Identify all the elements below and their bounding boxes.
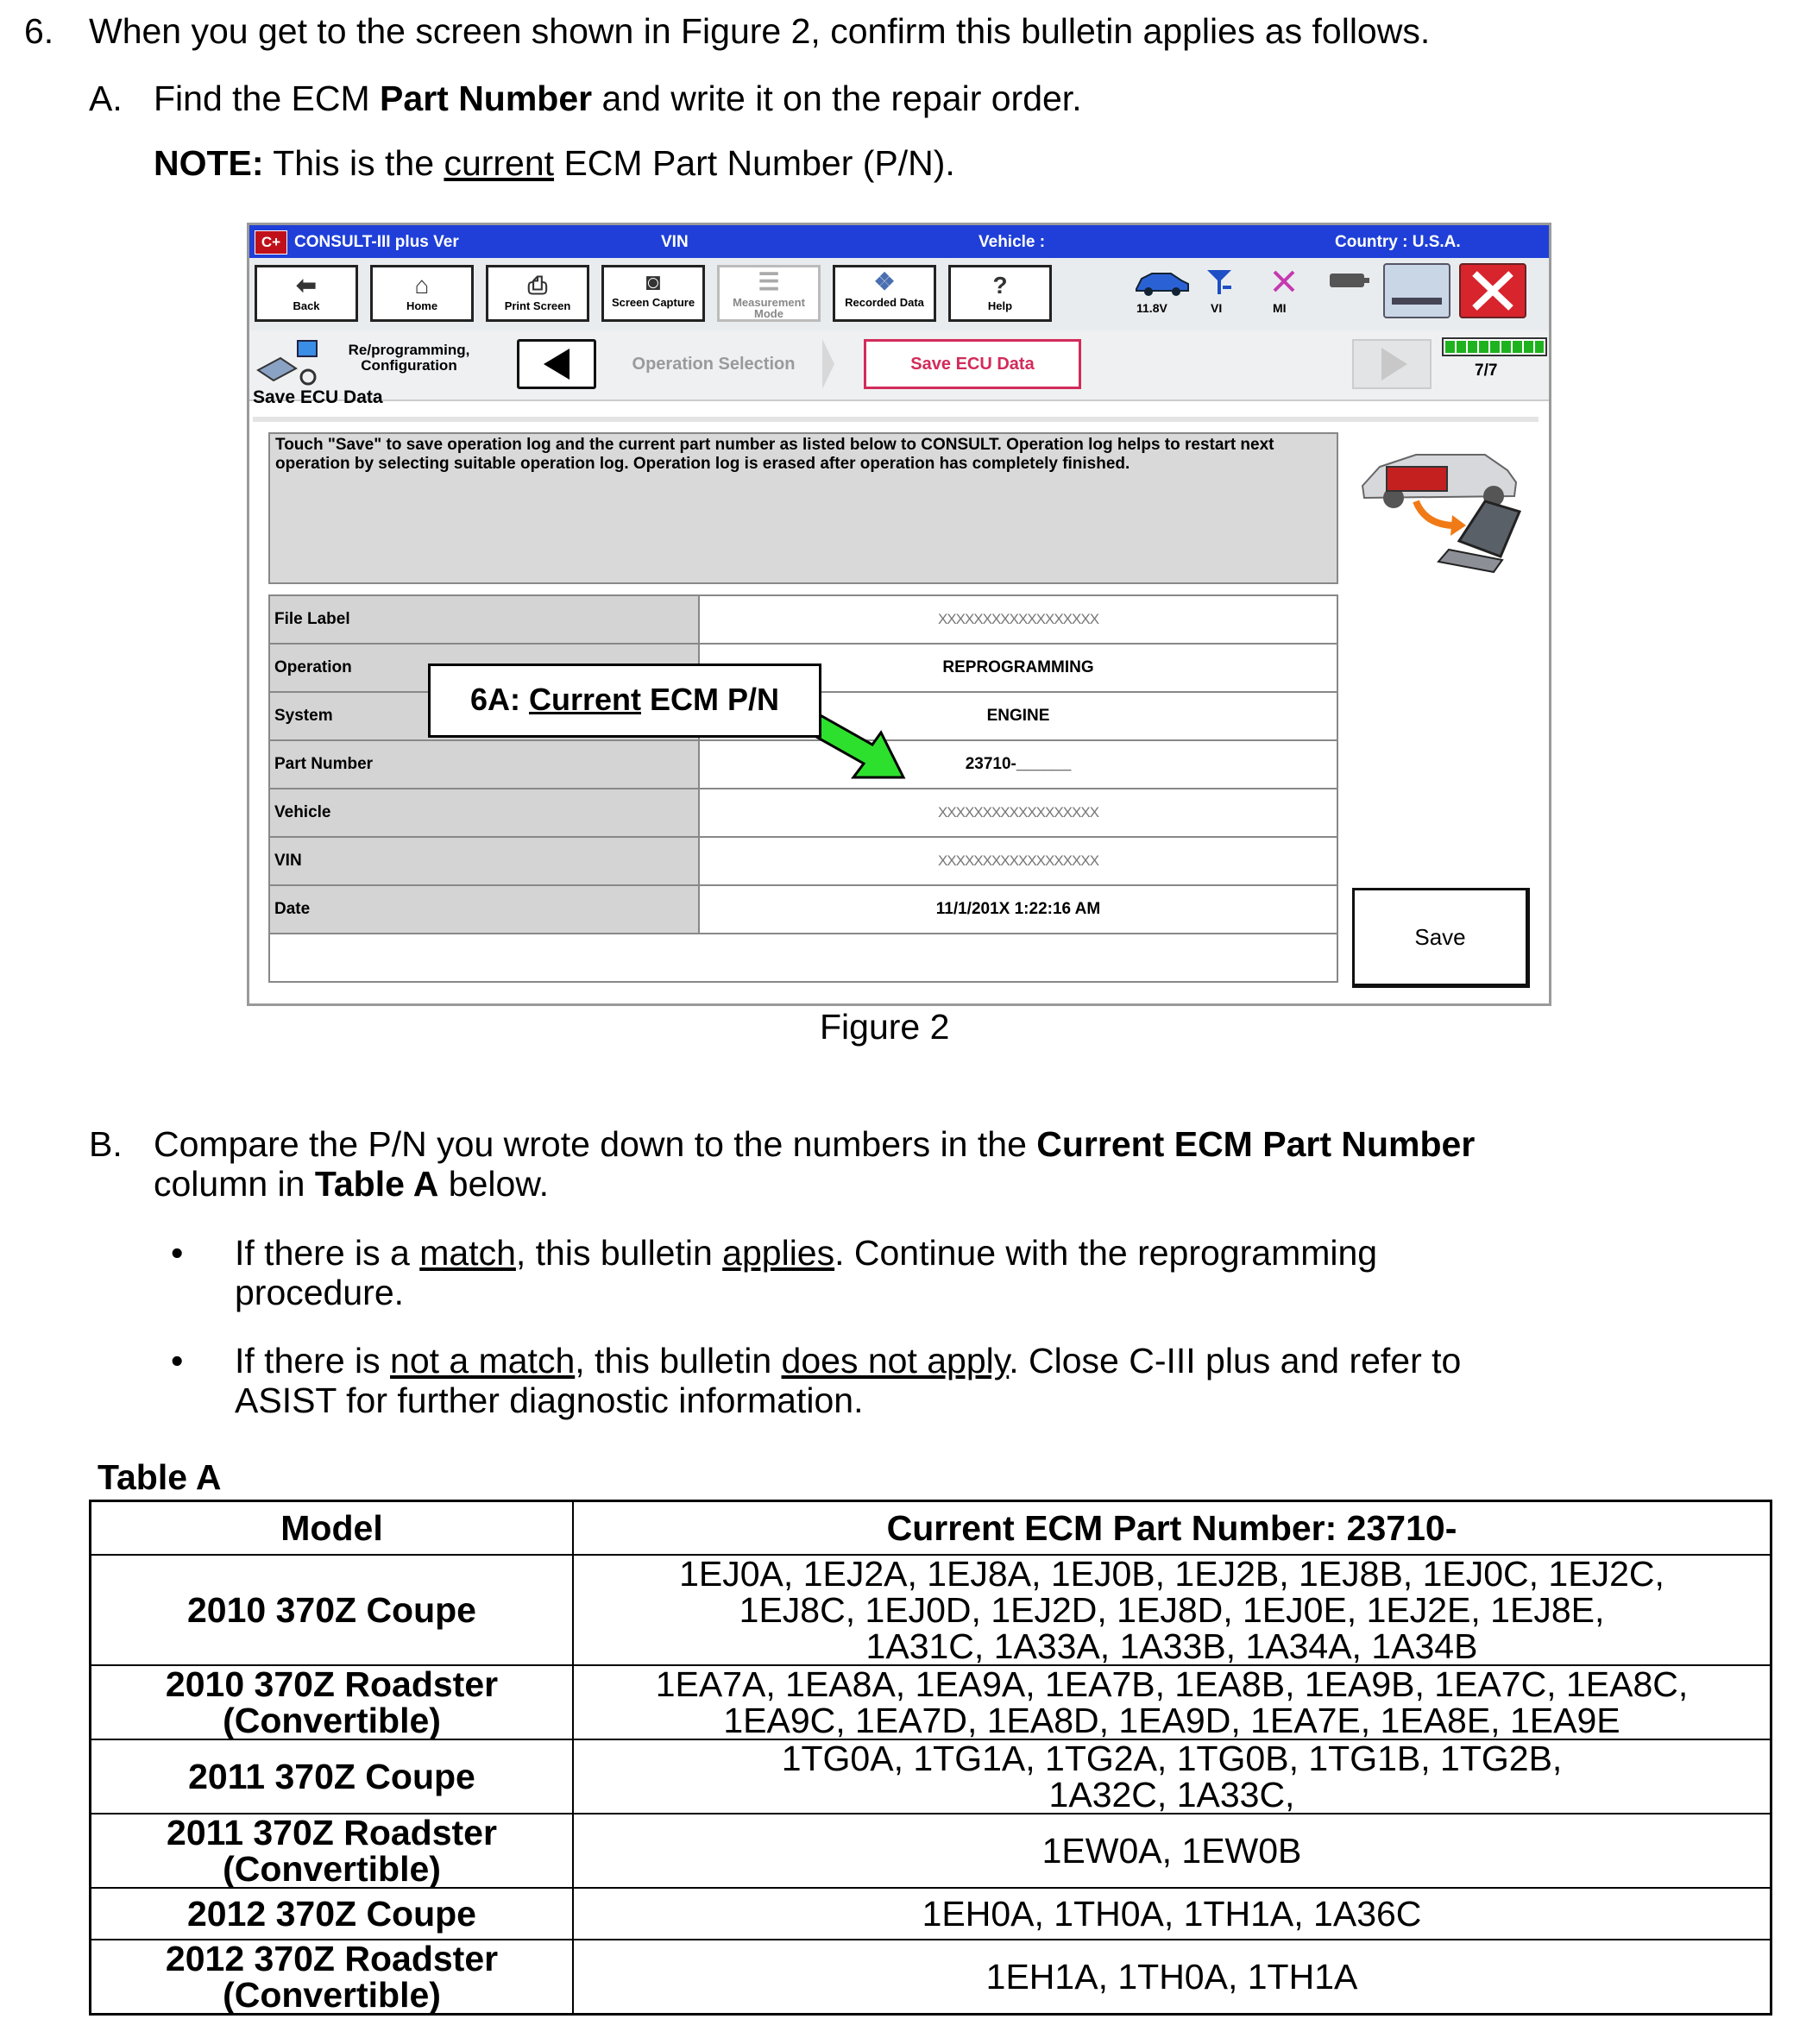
grid-label: Part Number [269, 740, 699, 789]
step-b-line1 [154, 1123, 1475, 1165]
pn-line: 1EA7A, 1EA8A, 1EA9A, 1EA7B, 1EA8B, 1EA9B, 1EA7C, 1EA8C, [655, 1664, 1689, 1704]
car-to-laptop-illustration [1356, 429, 1528, 575]
step-a-bold: Part Number [380, 79, 593, 118]
model-line: 2011 370Z Roadster [167, 1813, 497, 1852]
grid-label: Operation [269, 644, 699, 692]
consult-nav-bar [249, 330, 1549, 401]
grid-value: REPROGRAMMING [699, 644, 1337, 692]
table-row [269, 885, 1337, 934]
table-row [91, 1555, 1771, 1665]
back-button[interactable] [255, 265, 358, 322]
model-cell [91, 1665, 574, 1739]
ecu-data-grid [268, 594, 1338, 983]
home-icon: ⌂ [414, 272, 430, 299]
part-numbers-cell [573, 1940, 1771, 2015]
pn-line: 1A32C, 1A33C, [1048, 1775, 1295, 1814]
voltage-readout: 11.8V [1136, 301, 1167, 315]
step-a-post: and write it on the repair order. [592, 79, 1082, 118]
grid-label: System [269, 692, 699, 740]
grid-value: XXXXXXXXXXXXXXXXXX [699, 789, 1337, 837]
bullet-text: . Close C-III plus and refer to [1009, 1341, 1462, 1380]
recorded-data-button[interactable] [833, 265, 936, 322]
model-line: 2012 370Z Roadster [165, 1939, 499, 1978]
bullet-text: , this bulletin [515, 1233, 723, 1273]
step-a-text [154, 78, 1082, 119]
pn-line: 1EJ8C, 1EJ0D, 1EJ2D, 1EJ8D, 1EJ0E, 1EJ2E, 1EJ8E, [739, 1590, 1605, 1630]
bullet-no-match-line2: ASIST for further diagnostic information. [235, 1380, 864, 1420]
pn-line: 1EH0A, 1TH0A, 1TH1A, 1A36C [922, 1894, 1422, 1934]
part-numbers-cell [573, 1888, 1771, 1940]
table-a-caption: Table A [98, 1457, 222, 1497]
grid-value: 11/1/201X 1:22:16 AM [699, 885, 1337, 934]
vi-label: VI [1211, 301, 1223, 315]
model-cell [91, 1814, 574, 1888]
note-post: ECM Part Number (P/N). [554, 143, 955, 183]
header-part-number: Current ECM Part Number: 23710- [573, 1501, 1771, 1556]
grid-value: ENGINE [699, 692, 1337, 740]
bullet-text: If there is a [235, 1233, 420, 1273]
part-numbers-cell [573, 1665, 1771, 1739]
step-b-letter: B. [89, 1124, 123, 1164]
note [154, 142, 955, 184]
model-cell [91, 1940, 574, 2015]
consult-logo: C+ [255, 230, 287, 255]
minimize-icon [1385, 265, 1449, 317]
bullet-underlined: match [419, 1233, 516, 1273]
close-icon [1461, 265, 1525, 317]
table-row [91, 1940, 1771, 2015]
pn-line: 1TG0A, 1TG1A, 1TG2A, 1TG0B, 1TG1B, 1TG2B, [781, 1739, 1563, 1778]
pn-line: 1EJ0A, 1EJ2A, 1EJ8A, 1EJ0B, 1EJ2B, 1EJ8B, 1EJ0C, 1EJ2C, [679, 1554, 1664, 1594]
grid-label: Vehicle [269, 789, 699, 837]
triangle-right-icon [1354, 341, 1430, 387]
table-row [91, 1814, 1771, 1888]
close-button[interactable] [1459, 263, 1526, 318]
step-b-line2-pre: column in [154, 1164, 315, 1204]
bullet-no-match [235, 1340, 1461, 1381]
bullet-underlined: applies [722, 1233, 835, 1273]
progress-bar [1442, 337, 1547, 356]
step-b-line2-post: below. [438, 1164, 550, 1204]
bullet-dot-icon: • [171, 1233, 184, 1273]
camera-icon: ◙ [645, 268, 661, 295]
grid-value: XXXXXXXXXXXXXXXXXX [699, 837, 1337, 885]
step-b-line2 [154, 1163, 549, 1204]
bullet-text: If there is [235, 1341, 391, 1380]
model-line: 2010 370Z Coupe [187, 1590, 476, 1630]
callout-suffix: ECM P/N [641, 682, 780, 717]
note-pre: This is the [263, 143, 444, 183]
table-row [91, 1888, 1771, 1940]
back-arrow-icon: ⬅ [296, 272, 317, 299]
step-b-line1-pre: Compare the P/N you wrote down to the numbers in the [154, 1124, 1037, 1164]
table-row [91, 1665, 1771, 1739]
help-button[interactable] [948, 265, 1052, 322]
help-icon: ? [992, 272, 1008, 299]
model-cell [91, 1739, 574, 1814]
back-label: Back [293, 299, 320, 312]
consult-screenshot [247, 223, 1551, 1006]
battery-status [1131, 267, 1192, 318]
note-label: NOTE: [154, 143, 264, 183]
vi-status [1202, 267, 1237, 318]
step-6 [24, 10, 1431, 52]
model-cell [91, 1555, 574, 1665]
triangle-left-icon [519, 342, 594, 387]
nav-next-button[interactable] [1352, 339, 1432, 389]
mi-label: MI [1273, 301, 1287, 315]
figure-caption: Figure 2 [820, 1007, 950, 1047]
mi-status [1268, 267, 1302, 318]
step-b-line2-bold: Table A [314, 1164, 439, 1204]
bullet-dot-icon: • [171, 1341, 184, 1380]
model-line: (Convertible) [223, 1975, 441, 2015]
bullet-underlined: does not apply [781, 1341, 1010, 1380]
measurement-icon: ☰ [758, 268, 780, 295]
consult-toolbar [249, 258, 1549, 330]
bullet-match [235, 1232, 1377, 1274]
model-line: 2011 370Z Coupe [188, 1757, 475, 1796]
printer-icon: ⎙ [527, 272, 548, 299]
part-numbers-cell [573, 1814, 1771, 1888]
save-button[interactable]: Save [1352, 888, 1530, 988]
model-line: (Convertible) [223, 1849, 441, 1889]
consult-vehicle-label: Vehicle : [979, 233, 1046, 251]
print-screen-label: Print Screen [504, 299, 571, 312]
nav-back-button[interactable] [517, 339, 596, 389]
breadcrumb-save-ecu-data[interactable]: Save ECU Data [864, 339, 1081, 389]
step-6-number: 6. [24, 11, 54, 51]
step-b-line1-bold: Current ECM Part Number [1036, 1124, 1476, 1164]
step-a-letter: A. [89, 79, 123, 118]
help-label: Help [987, 299, 1013, 312]
section-divider [253, 417, 1539, 422]
consult-country-label: Country : U.S.A. [1335, 233, 1461, 251]
recorded-data-label: Recorded Data [845, 296, 924, 309]
progress-count: 7/7 [1475, 362, 1498, 380]
grid-label: File Label [269, 595, 699, 644]
grid-value: XXXXXXXXXXXXXXXXXX [699, 595, 1337, 644]
table-row [91, 1739, 1771, 1814]
measurement-mode-button[interactable] [717, 265, 821, 322]
breadcrumb-operation-selection[interactable]: Operation Selection [605, 339, 822, 389]
ecu-transfer-icon [1356, 429, 1528, 575]
bullet-text: . Continue with the reprogramming [834, 1233, 1378, 1273]
consult-app-title: CONSULT-III plus Ver [294, 233, 459, 251]
table-a [89, 1500, 1772, 2016]
table-row [269, 934, 1337, 982]
grid-label: VIN [269, 837, 699, 885]
breadcrumb-root[interactable]: Re/programming, Configuration [348, 342, 470, 374]
reprogramming-icon [255, 336, 324, 389]
consult-title-bar [249, 225, 1549, 258]
pn-line: 1EA9C, 1EA7D, 1EA8D, 1EA9D, 1EA7E, 1EA8E, 1EA9E [723, 1701, 1620, 1740]
grid-empty-row [269, 934, 1337, 982]
step-a-pre: Find the ECM [154, 79, 381, 118]
vi-antenna-icon [1202, 267, 1237, 296]
car-icon [1131, 267, 1192, 296]
table-row [269, 789, 1337, 837]
part-numbers-cell [573, 1739, 1771, 1814]
screen-capture-button[interactable] [601, 265, 705, 322]
home-label: Home [406, 299, 438, 312]
header-model: Model [91, 1501, 574, 1556]
print-screen-button[interactable] [486, 265, 589, 322]
part-number-value: 23710-______ [699, 740, 1337, 789]
home-button[interactable] [370, 265, 474, 322]
progress-fill [1444, 339, 1545, 355]
pn-line: 1EW0A, 1EW0B [1041, 1831, 1302, 1871]
callout-prefix: 6A: [469, 682, 529, 717]
section-title: Save ECU Data [253, 387, 383, 407]
breadcrumb-separator-icon [822, 339, 834, 389]
step-a [89, 78, 1082, 119]
pn-line: 1A31C, 1A33A, 1A33B, 1A34A, 1A34B [865, 1626, 1478, 1666]
callout-underlined: Current [528, 682, 641, 717]
table-header-row [91, 1501, 1771, 1556]
bullet-text: , this bulletin [575, 1341, 782, 1380]
table-row [269, 837, 1337, 885]
instruction-message: Touch "Save" to save operation log and the current part number as listed below to CONSULT. Operation log helps to restart next operation by selecting suitable operation log. Operation log is erased after operation has completely finished. [268, 432, 1338, 584]
bullet-underlined: not a match [390, 1341, 576, 1380]
measurement-mode-label: Measurement Mode [733, 296, 805, 320]
screen-capture-label: Screen Capture [611, 296, 695, 309]
step-6-text: When you get to the screen shown in Figure 2, confirm this bulletin applies as follows. [89, 11, 1431, 51]
model-line: 2010 370Z Roadster [165, 1664, 499, 1704]
connection-indicator [1328, 270, 1371, 291]
note-underlined: current [444, 143, 555, 183]
bullet-match-line2: procedure. [235, 1273, 405, 1312]
model-line: (Convertible) [223, 1701, 441, 1740]
minimize-button[interactable] [1383, 263, 1450, 318]
connector-icon [1328, 270, 1371, 291]
model-cell [91, 1888, 574, 1940]
consult-vin-label: VIN [661, 233, 689, 251]
callout-current-ecm-pn [428, 664, 821, 738]
table-row [269, 595, 1337, 644]
step-b [89, 1123, 1476, 1165]
mi-disconnected-icon [1268, 267, 1302, 296]
recorded-data-icon: ❖ [873, 268, 896, 295]
grid-label: Date [269, 885, 699, 934]
part-numbers-cell [573, 1555, 1771, 1665]
model-line: 2012 370Z Coupe [187, 1894, 476, 1934]
pn-line: 1EH1A, 1TH0A, 1TH1A [985, 1957, 1358, 1997]
